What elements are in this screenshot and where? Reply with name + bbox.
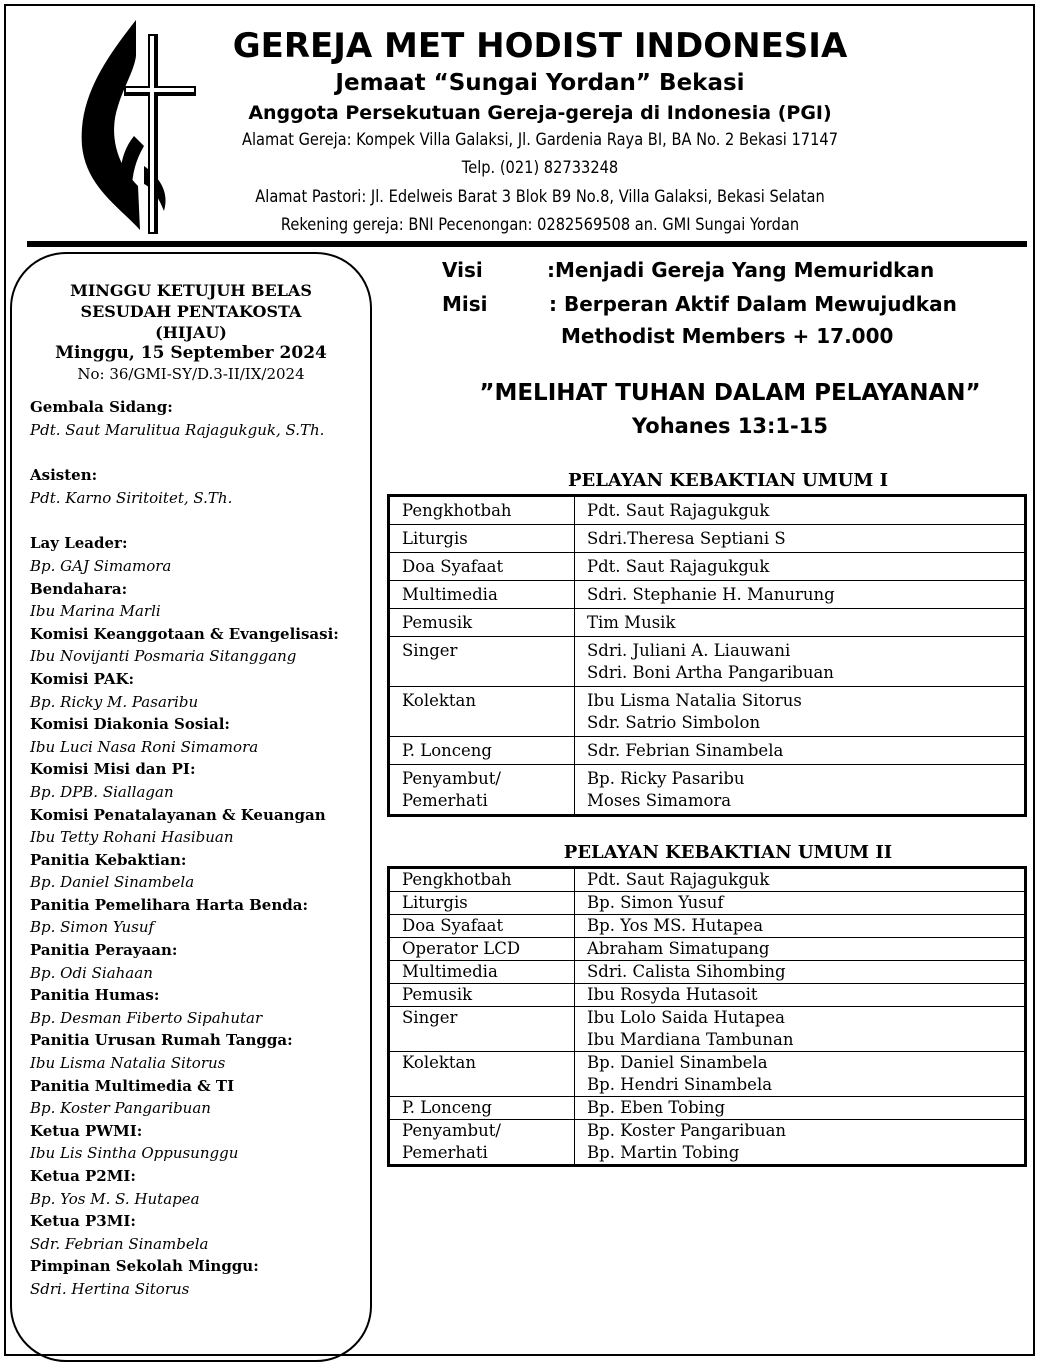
person-name: Bp. Daniel Sinambela xyxy=(587,1053,768,1072)
person-name: Pdt. Saut Rajagukguk xyxy=(587,870,770,889)
names-cell xyxy=(575,687,1026,737)
names-cell xyxy=(575,1120,1026,1166)
table-row xyxy=(389,961,1026,984)
table-row xyxy=(389,687,1026,737)
names-cell xyxy=(575,892,1026,915)
official-name: Ibu Novijanti Posmaria Sitanggang xyxy=(30,647,297,666)
table-row xyxy=(389,737,1026,765)
role-cell: Multimedia xyxy=(389,961,575,984)
sunday-info xyxy=(12,280,370,385)
person-name: Sdri. Calista Sihombing xyxy=(587,962,786,981)
official-name: Bp. GAJ Simamora xyxy=(30,556,172,575)
table-row xyxy=(389,868,1026,892)
spacer xyxy=(30,509,370,532)
official-name: Ibu Luci Nasa Roni Simamora xyxy=(30,737,259,756)
official-role: Gembala Sidang: xyxy=(30,398,173,416)
table-row xyxy=(389,1097,1026,1120)
person-name: Bp. Simon Yusuf xyxy=(587,893,724,912)
official-name: Ibu Tetty Rohani Hasibuan xyxy=(30,828,234,847)
names-cell xyxy=(575,496,1026,525)
official-name: Bp. Yos M. S. Hutapea xyxy=(30,1189,200,1208)
mission-sep: : xyxy=(549,292,557,316)
table-row xyxy=(389,581,1026,609)
names-cell xyxy=(575,915,1026,938)
table-row xyxy=(389,609,1026,637)
role-cell: Doa Syafaat xyxy=(389,553,575,581)
role-cell: Penyambut/ Pemerhati xyxy=(389,1120,575,1166)
official-role: Panitia Multimedia & TI xyxy=(30,1076,235,1095)
service2-table xyxy=(387,866,1027,1167)
officials-list xyxy=(30,396,370,1301)
congregation-name: Jemaat “Sungai Yordan” Bekasi xyxy=(335,70,745,96)
service2-title: PELAYAN KEBAKTIAN UMUM II xyxy=(563,842,893,863)
liturgical-color: (HIJAU) xyxy=(155,323,227,342)
official-role: Panitia Perayaan: xyxy=(30,941,178,960)
official-name: Pdt. Saut Marulitua Rajagukguk, S.Th. xyxy=(30,420,325,439)
vision-text: Menjadi Gereja Yang Memuridkan xyxy=(555,258,935,282)
sermon-theme: ”MELIHAT TUHAN DALAM PELAYANAN” xyxy=(479,380,981,406)
table-row xyxy=(389,1052,1026,1097)
service1-table xyxy=(387,494,1027,817)
person-name: Ibu Lisma Natalia Sitorus xyxy=(587,691,802,710)
table-row xyxy=(389,553,1026,581)
official-role: Komisi Diakonia Sosial: xyxy=(30,715,230,734)
names-cell xyxy=(575,868,1026,892)
official-name: Bp. Ricky M. Pasaribu xyxy=(30,692,199,711)
table-row xyxy=(389,525,1026,553)
mission-label: Misi xyxy=(442,292,488,316)
vision-row xyxy=(442,258,934,282)
sunday-title-line1: MINGGU KETUJUH BELAS xyxy=(70,281,312,300)
person-name: Ibu Lolo Saida Hutapea xyxy=(587,1008,786,1027)
official-name: Bp. Odi Siahaan xyxy=(30,963,153,982)
service1-title: PELAYAN KEBAKTIAN UMUM I xyxy=(568,470,888,491)
official-role: Ketua PWMI: xyxy=(30,1121,143,1140)
role-cell: P. Lonceng xyxy=(389,1097,575,1120)
names-cell xyxy=(575,737,1026,765)
person-name: Bp. Hendri Sinambela xyxy=(587,1075,773,1094)
sunday-date: Minggu, 15 September 2024 xyxy=(55,343,327,363)
official-role: Komisi PAK: xyxy=(30,669,135,688)
table-row xyxy=(389,1007,1026,1052)
official-name: Ibu Marina Marli xyxy=(30,602,161,621)
names-cell xyxy=(575,938,1026,961)
person-name: Sdri. Boni Artha Pangaribuan xyxy=(587,663,834,682)
official-name: Ibu Lis Sintha Oppusunggu xyxy=(30,1144,239,1163)
names-cell xyxy=(575,961,1026,984)
person-name: Sdri.Theresa Septiani S xyxy=(587,529,786,548)
role-cell: Operator LCD xyxy=(389,938,575,961)
official-role: Asisten: xyxy=(30,466,98,485)
bank-account: Rekening gereja: BNI Pecenongan: 0282569508 an. GMI Sungai Yordan xyxy=(280,215,800,235)
person-name: Tim Musik xyxy=(587,613,676,632)
table-row xyxy=(389,496,1026,525)
role-cell: Multimedia xyxy=(389,581,575,609)
person-name: Bp. Martin Tobing xyxy=(587,1143,740,1162)
names-cell xyxy=(575,553,1026,581)
person-name: Moses Simamora xyxy=(587,791,732,810)
official-role: Panitia Kebaktian: xyxy=(30,850,187,869)
official-name: Sdri. Hertina Sitorus xyxy=(30,1279,190,1298)
person-name: Sdri. Juliani A. Liauwani xyxy=(587,641,791,660)
role-cell: Pemusik xyxy=(389,609,575,637)
role-cell: Singer xyxy=(389,1007,575,1052)
official-name: Ibu Lisma Natalia Sitorus xyxy=(30,1054,226,1073)
names-cell xyxy=(575,1097,1026,1120)
vision-label: Visi xyxy=(442,258,483,282)
role-cell: Penyambut/ Pemerhati xyxy=(389,765,575,816)
names-cell xyxy=(575,984,1026,1007)
role-cell: Doa Syafaat xyxy=(389,915,575,938)
official-role: Panitia Urusan Rumah Tangga: xyxy=(30,1031,293,1050)
sermon-verse: Yohanes 13:1-15 xyxy=(631,414,828,438)
official-role: Lay Leader: xyxy=(30,534,128,553)
names-cell xyxy=(575,637,1026,687)
table-row xyxy=(389,915,1026,938)
membership-line: Anggota Persekutuan Gereja-gereja di Indonesia (PGI) xyxy=(248,102,832,124)
role-cell: Pengkhotbah xyxy=(389,868,575,892)
official-name: Bp. Daniel Sinambela xyxy=(30,873,195,892)
person-name: Sdri. Stephanie H. Manurung xyxy=(587,585,835,604)
phone-number: Telp. (021) 82733248 xyxy=(461,158,619,178)
table-row xyxy=(389,637,1026,687)
role-cell: Kolektan xyxy=(389,1052,575,1097)
official-name: Sdr. Febrian Sinambela xyxy=(30,1234,209,1253)
role-cell: Liturgis xyxy=(389,892,575,915)
names-cell xyxy=(575,765,1026,816)
official-role: Bendahara: xyxy=(30,579,128,598)
official-role: Komisi Keanggotaan & Evangelisasi: xyxy=(30,624,339,643)
table-row xyxy=(389,765,1026,816)
spacer xyxy=(30,441,370,464)
sunday-title-line2: SESUDAH PENTAKOSTA xyxy=(80,302,302,321)
role-cell: P. Lonceng xyxy=(389,737,575,765)
parsonage-address: Alamat Pastori: Jl. Edelweis Barat 3 Blok B9 No.8, Villa Galaksi, Bekasi Selatan xyxy=(255,187,825,207)
person-name: Abraham Simatupang xyxy=(587,939,770,958)
person-name: Bp. Ricky Pasaribu xyxy=(587,769,745,788)
table-row xyxy=(389,938,1026,961)
role-cell: Pemusik xyxy=(389,984,575,1007)
person-name: Pdt. Saut Rajagukguk xyxy=(587,557,770,576)
official-role: Komisi Misi dan PI: xyxy=(30,760,196,779)
person-name: Ibu Mardiana Tambunan xyxy=(587,1030,794,1049)
names-cell xyxy=(575,525,1026,553)
person-name: Pdt. Saut Rajagukguk xyxy=(587,501,770,520)
table-row xyxy=(389,984,1026,1007)
official-name: Bp. DPB. Siallagan xyxy=(30,782,174,801)
role-cell: Kolektan xyxy=(389,687,575,737)
official-role: Panitia Humas: xyxy=(30,986,160,1005)
official-name: Bp. Desman Fiberto Sipahutar xyxy=(30,1008,263,1027)
role-cell: Pengkhotbah xyxy=(389,496,575,525)
person-name: Sdr. Satrio Simbolon xyxy=(587,713,761,732)
bulletin-number: No: 36/GMI-SY/D.3-II/IX/2024 xyxy=(77,365,305,383)
official-role: Ketua P3MI: xyxy=(30,1212,136,1231)
official-role: Ketua P2MI: xyxy=(30,1167,136,1185)
names-cell xyxy=(575,581,1026,609)
person-name: Sdr. Febrian Sinambela xyxy=(587,741,784,760)
person-name: Bp. Koster Pangaribuan xyxy=(587,1121,787,1140)
header-divider xyxy=(27,241,1027,247)
church-address: Alamat Gereja: Kompek Villa Galaksi, Jl. Gardenia Raya BI, BA No. 2 Bekasi 17147 xyxy=(241,130,839,150)
names-cell xyxy=(575,1007,1026,1052)
names-cell xyxy=(575,609,1026,637)
mission-text-line2: Methodist Members + 17.000 xyxy=(561,324,894,348)
official-name: Pdt. Karno Siritoitet, S.Th. xyxy=(30,488,233,507)
church-name: GEREJA MET HODIST INDONESIA xyxy=(232,26,848,66)
table-row xyxy=(389,1120,1026,1166)
vision-sep: : xyxy=(547,258,555,282)
official-role: Panitia Pemelihara Harta Benda: xyxy=(30,895,309,914)
mission-row xyxy=(442,292,957,316)
official-name: Bp. Koster Pangaribuan xyxy=(30,1099,211,1118)
mission-text: Berperan Aktif Dalam Mewujudkan xyxy=(563,292,957,316)
person-name: Ibu Rosyda Hutasoit xyxy=(587,985,758,1004)
official-role: Komisi Penatalayanan & Keuangan xyxy=(30,805,326,824)
official-role: Pimpinan Sekolah Minggu: xyxy=(30,1257,259,1276)
official-name: Bp. Simon Yusuf xyxy=(30,918,155,937)
person-name: Bp. Yos MS. Hutapea xyxy=(587,916,764,935)
person-name: Bp. Eben Tobing xyxy=(587,1098,726,1117)
role-cell: Liturgis xyxy=(389,525,575,553)
names-cell xyxy=(575,1052,1026,1097)
table-row xyxy=(389,892,1026,915)
role-cell: Singer xyxy=(389,637,575,687)
